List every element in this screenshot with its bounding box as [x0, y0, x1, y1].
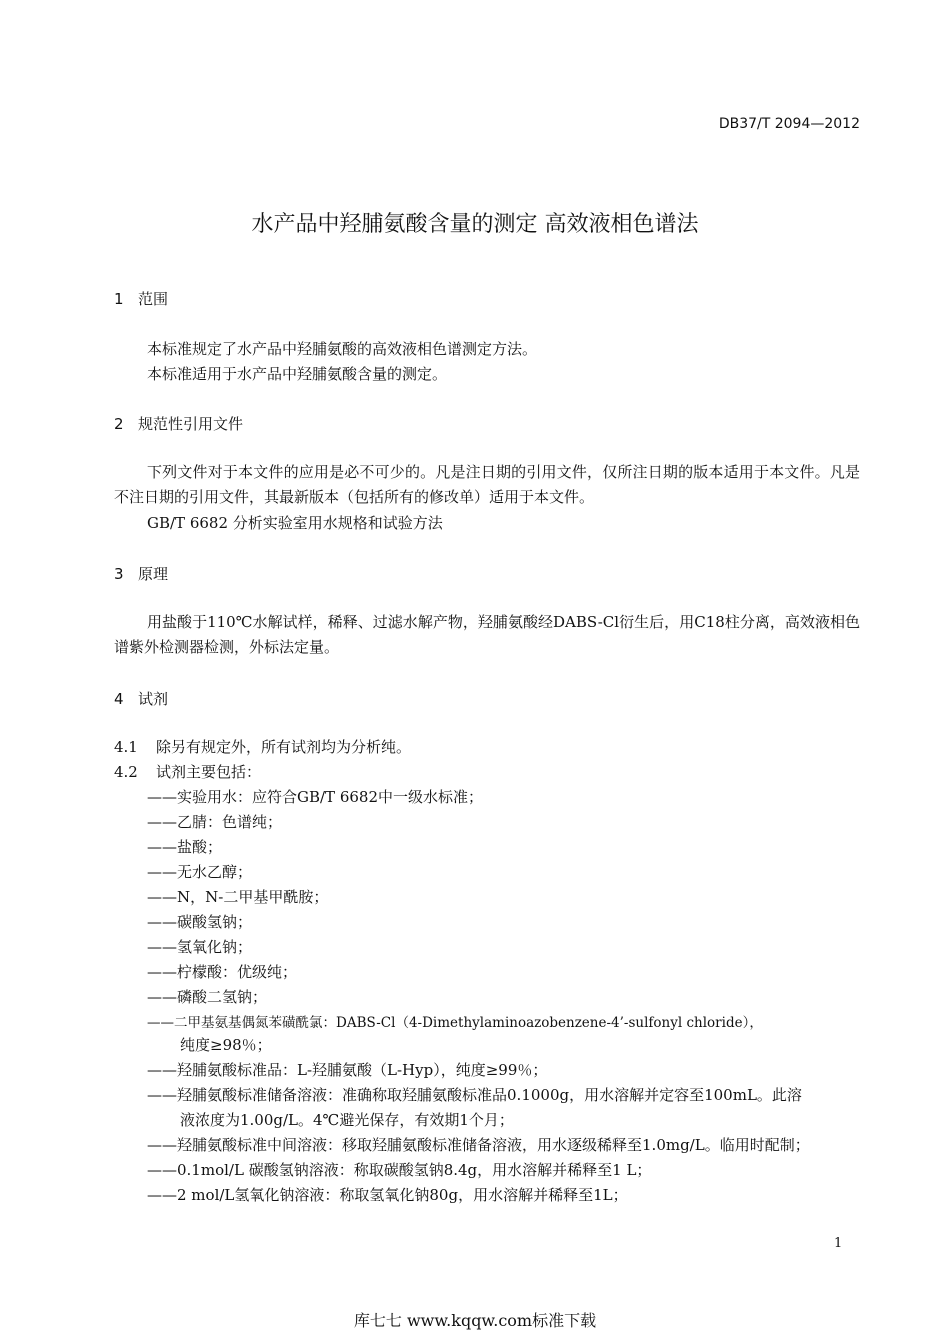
list-item: ——实验用水：应符合GB/T 6682中一级水标准； [147, 788, 484, 806]
clause-4-1 [114, 736, 411, 757]
section-title: 试剂 [138, 690, 169, 708]
list-item: ——磷酸二氢钠； [147, 988, 268, 1006]
list-item: ——盐酸； [147, 838, 223, 856]
list-item-continuation: 液浓度为1.00g/L。4℃避光保存，有效期1个月； [180, 1111, 514, 1129]
section-title: 范围 [138, 290, 169, 308]
clause-number: 4.2 [114, 763, 138, 781]
clause-text: 除另有规定外，所有试剂均为分析纯。 [156, 738, 412, 756]
list-item: ——羟脯氨酸标准中间溶液：移取羟脯氨酸标准储备溶液，用水逐级稀释至1.0mg/L。临用时配制； [147, 1136, 810, 1154]
list-item: ——羟脯氨酸标准储备溶液：准确称取羟脯氨酸标准品0.1000g，用水溶解并定容至100mL。此溶 [147, 1086, 802, 1104]
list-item: ——乙腈：色谱纯； [147, 813, 283, 831]
normative-reference: GB/T 6682 分析实验室用水规格和试验方法 [147, 514, 443, 532]
page-title: 水产品中羟脯氨酸含量的测定 高效液相色谱法 [251, 212, 699, 237]
document-code: DB37/T 2094—2012 [718, 116, 860, 132]
paragraph: 用盐酸于110℃水解试样，稀释、过滤水解产物，羟脯氨酸经DABS-Cl衍生后，用C18柱分离，高效液相色谱紫外检测器检测，外标法定量。 [114, 613, 860, 656]
clause-4-2 [114, 761, 261, 782]
section-title: 规范性引用文件 [138, 415, 244, 433]
list-item: ——羟脯氨酸标准品：L-羟脯氨酸（L-Hyp），纯度≥99％； [147, 1061, 548, 1079]
list-item: ——柠檬酸：优级纯； [147, 963, 298, 981]
list-item: ——氢氧化钠； [147, 938, 253, 956]
section-4-heading [114, 688, 168, 709]
paragraph: 本标准规定了水产品中羟脯氨酸的高效液相色谱测定方法。 [147, 340, 538, 358]
paragraph: 下列文件对于本文件的应用是必不可少的。凡是注日期的引用文件，仅所注日期的版本适用于本文件。凡是不注日期的引用文件，其最新版本（包括所有的修改单）适用于本文件。 [114, 463, 860, 506]
list-item: ——二甲基氨基偶氮苯磺酰氯：DABS-Cl（4-Dimethylaminoazobenzene-4’-sulfonyl chloride）， [147, 1015, 763, 1031]
section-2-heading [114, 413, 243, 434]
section-title: 原理 [138, 565, 169, 583]
list-item: ——无水乙醇； [147, 863, 253, 881]
section-number: 1 [114, 290, 124, 308]
section-3-heading [114, 563, 168, 584]
section-number: 4 [114, 690, 124, 708]
list-item-continuation: 纯度≥98％； [180, 1036, 272, 1054]
footer-watermark: 库七七 www.kqqw.com标准下载 [353, 1311, 597, 1330]
clause-text: 试剂主要包括： [156, 763, 262, 781]
page-number: 1 [834, 1236, 843, 1251]
section-1-heading [114, 288, 168, 309]
section-number: 2 [114, 415, 124, 433]
list-item: ——碳酸氢钠； [147, 913, 253, 931]
paragraph: 本标准适用于水产品中羟脯氨酸含量的测定。 [147, 365, 448, 383]
clause-number: 4.1 [114, 738, 138, 756]
list-item: ——N，N-二甲基甲酰胺； [147, 888, 329, 906]
list-item: ——0.1mol/L 碳酸氢钠溶液：称取碳酸氢钠8.4g，用水溶解并稀释至1 L； [147, 1161, 652, 1179]
section-number: 3 [114, 565, 124, 583]
list-item: ——2 mol/L氢氧化钠溶液：称取氢氧化钠80g，用水溶解并稀释至1L； [147, 1186, 628, 1204]
